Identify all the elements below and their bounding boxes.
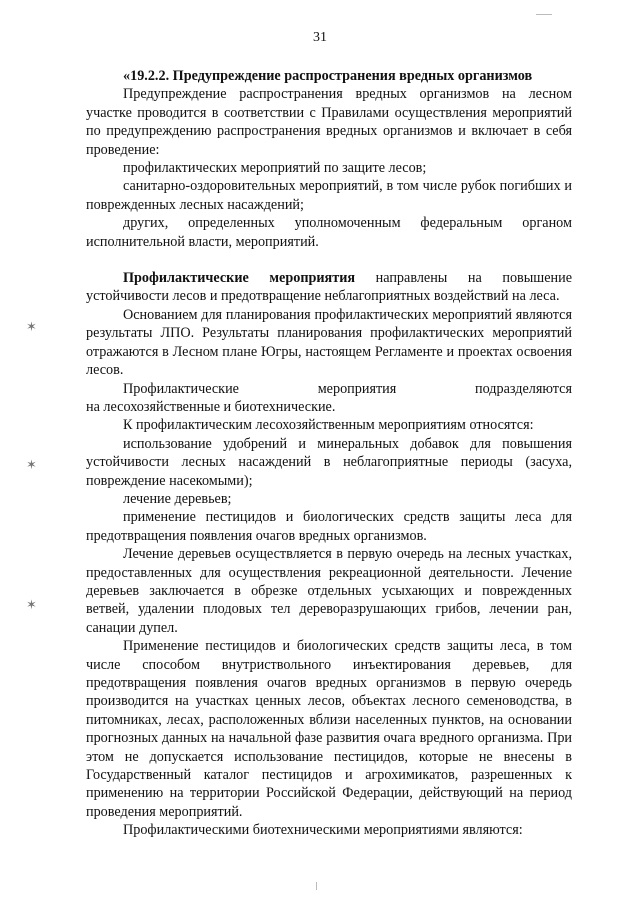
paragraph-subdivision-line1: Профилактические мероприятия подразделяются	[123, 380, 572, 397]
list-item-other: других, определенных уполномоченным федеральным органом исполнительной власти, мероприятий.	[86, 215, 572, 250]
scan-mark-bottom	[316, 882, 317, 890]
binder-hole-mark: ✶	[26, 598, 37, 613]
list-item-fertilizers: использование удобрений и минеральных добавок для повышения устойчивости лесных насаждений в неблагоприятные периоды (засуха, повреждение насекомыми);	[86, 435, 572, 489]
binder-hole-mark: ✶	[26, 458, 37, 473]
page-number: 31	[313, 30, 327, 45]
list-item-prophylactic: профилактических мероприятий по защите лесов;	[123, 160, 427, 177]
paragraph-planning-basis: Основанием для планирования профилактических мероприятий являются результаты ЛПО. Результаты планирования профилактических мероприятий отражаются в Лесном плане Югры, настоящем Регламенте и проектах освоения лесов.	[86, 306, 572, 379]
binder-hole-mark: ✶	[26, 320, 37, 335]
paragraph-biotechnical: Профилактическими биотехническими мероприятиями являются:	[123, 822, 523, 839]
paragraph-intro: Предупреждение распространения вредных организмов на лесном участке проводится в соответствии с Правилами осуществления мероприятий по предупреждению распространения вредных организмов и включает в себя проведение:	[86, 86, 572, 158]
section-heading: «19.2.2. Предупреждение распространения вредных организмов	[123, 68, 533, 84]
list-item-tree-treatment: лечение деревьев;	[123, 490, 232, 507]
paragraph-tree-treatment: Лечение деревьев осуществляется в первую очередь на лесных участках, предоставленных для осуществления рекреационной деятельности. Лечение деревьев заключается в обрезке отдельных усыхающих и поврежденных ветвей, удалении плодовых тел дереворазрушающих грибов, лечении ран, санации дупел.	[86, 546, 572, 636]
paragraph-subdivision-line2: на лесохозяйственные и биотехнические.	[86, 398, 336, 415]
document-body	[86, 67, 572, 840]
scan-mark-top	[536, 14, 552, 15]
list-item-pesticides: применение пестицидов и биологических средств защиты леса для предотвращения появления очагов вредных организмов.	[86, 509, 572, 544]
paragraph-gap	[86, 251, 572, 269]
bold-term: Профилактические мероприятия	[123, 270, 356, 287]
list-item-sanitary: санитарно-оздоровительных мероприятий, в том числе рубок погибших и поврежденных лесных насаждений;	[86, 178, 572, 213]
paragraph-text: направлены на повышение устойчивости лесов и предотвращение неблагоприятных воздействий на леса.	[86, 270, 572, 305]
paragraph-prophylactic-measures	[86, 269, 572, 306]
paragraph-pesticide-use: Применение пестицидов и биологических средств защиты леса, в том числе способом внутриствольного инъектирования деревьев, для предотвращения появления очагов вредных организмов в первую очередь производится на участках ценных лесов, объектах лесного семеноводства, в питомниках, лесах, расположенных вблизи населенных пунктов, на основании прогнозных данных на начальной фазе развития очага вредного организма. При этом не допускается использование пестицидов, которые не внесены в Государственный каталог пестицидов и агрохимикатов, разрешенных к применению на территории Российской Федерации, действующий на период проведения мероприятий.	[86, 638, 572, 820]
paragraph-forestry-measures: К профилактическим лесохозяйственным мероприятиям относятся:	[123, 417, 534, 434]
